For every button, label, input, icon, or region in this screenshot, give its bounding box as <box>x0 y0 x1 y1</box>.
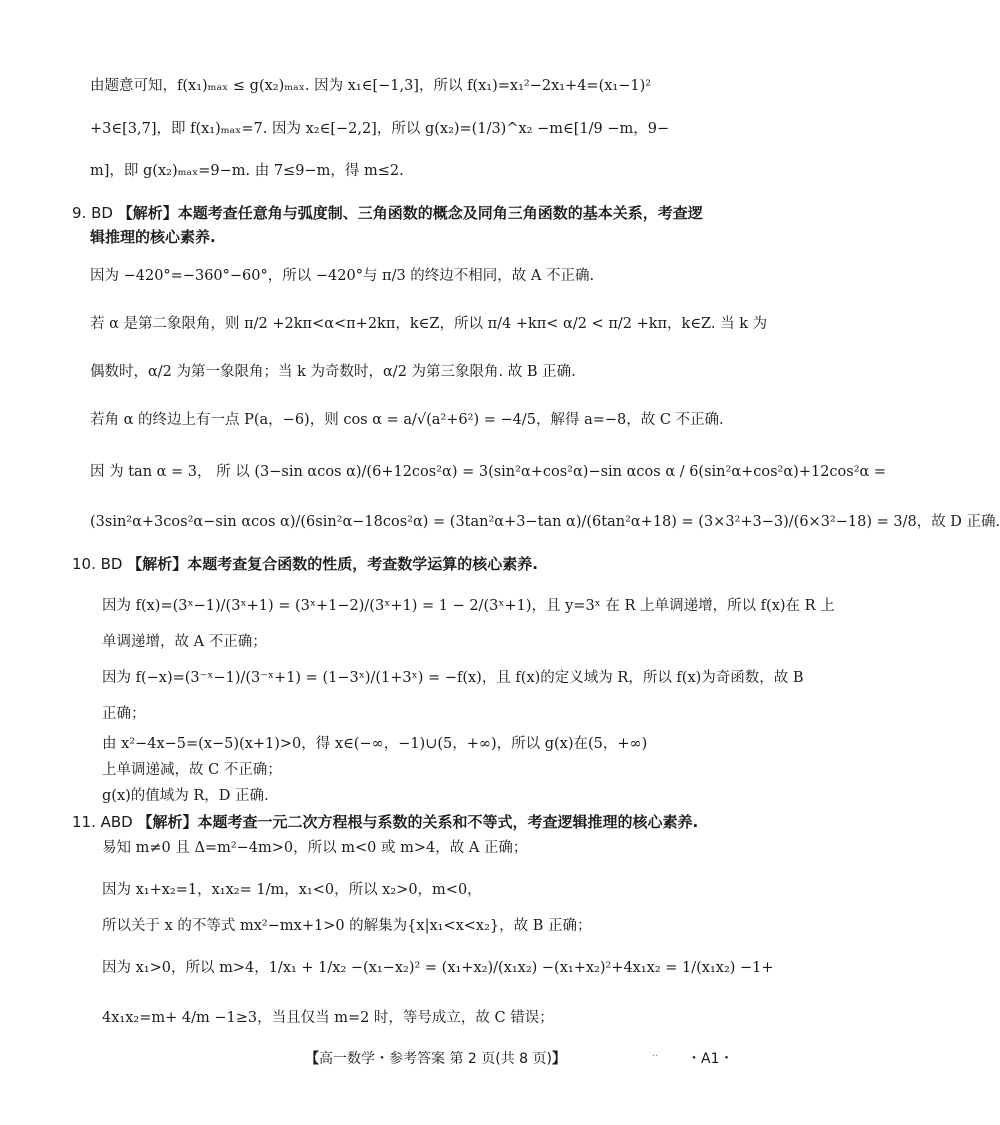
text-line: 若 α 是第二象限角，则 π/2 +2kπ<α<π+2kπ，k∈Z，所以 π/4 +kπ< α/2 < π/2 +kπ，k∈Z. 当 k 为 <box>90 316 768 332</box>
question-summary: 本题考查复合函数的性质，考查数学运算的核心素养. <box>187 555 538 573</box>
text-line: 单调递增，故 A 不正确； <box>102 634 267 650</box>
text-line: 若角 α 的终边上有一点 P(a，−6)，则 cos α = a/√(a²+6²) = −4/5，解得 a=−8，故 C 不正确. <box>90 412 724 428</box>
question-number: 9. BD <box>72 204 113 222</box>
text-line: 因 为 tan α = 3， 所 以 (3−sin αcos α)/(6+12cos²α) = 3(sin²α+cos²α)−sin αcos α / 6(sin²α+cos²α)+12cos²α = <box>90 464 887 480</box>
footer-bracket-open: 【 <box>305 1051 319 1067</box>
question-summary-cont: 辑推理的核心素养. <box>90 228 216 246</box>
text-line: 因为 f(x)=(3ˣ−1)/(3ˣ+1) = (3ˣ+1−2)/(3ˣ+1) = 1 − 2/(3ˣ+1)，且 y=3ˣ 在 R 上单调递增，所以 f(x)在 R 上 <box>102 598 835 614</box>
analysis-tag: 【解析】 <box>117 204 178 222</box>
question-10-heading <box>72 553 742 575</box>
text-line: 因为 x₁>0，所以 m>4，1/x₁ + 1/x₂ −(x₁−x₂)² = (x₁+x₂)/(x₁x₂) −(x₁+x₂)²+4x₁x₂ = 1/(x₁x₂) −1+ <box>102 960 774 976</box>
text-line: 所以关于 x 的不等式 mx²−mx+1>0 的解集为{x|x₁<x<x₂}，故 B 正确； <box>102 918 592 934</box>
text-line: 因为 f(−x)=(3⁻ˣ−1)/(3⁻ˣ+1) = (1−3ˣ)/(1+3ˣ) = −f(x)，且 f(x)的定义域为 R，所以 f(x)为奇函数，故 B <box>102 670 804 686</box>
text-line: 4x₁x₂=m+ 4/m −1≥3，当且仅当 m=2 时，等号成立，故 C 错误； <box>102 1010 554 1026</box>
footer-title <box>305 1048 566 1068</box>
text-line: 易知 m≠0 且 Δ=m²−4m>0，所以 m<0 或 m>4，故 A 正确； <box>102 840 528 856</box>
text-line: 因为 x₁+x₂=1，x₁x₂= 1/m，x₁<0，所以 x₂>0，m<0， <box>102 882 482 898</box>
question-11-heading <box>72 811 742 833</box>
text-line: m]，即 g(x₂)ₘₐₓ=9−m. 由 7≤9−m，得 m≤2. <box>90 163 404 179</box>
text-line: (3sin²α+3cos²α−sin αcos α)/(6sin²α−18cos²α) = (3tan²α+3−tan α)/(6tan²α+18) = (3×3²+3−3)/(6×3²−18) = 3/8，故 D 正确. <box>90 514 1000 530</box>
question-summary: 本题考查任意角与弧度制、三角函数的概念及同角三角函数的基本关系，考查逻 <box>177 204 703 222</box>
question-9-heading <box>72 202 742 224</box>
footer-page-number: 第 2 页(共 8 页) <box>445 1051 552 1067</box>
text-line: 由 x²−4x−5=(x−5)(x+1)>0，得 x∈(−∞，−1)∪(5，+∞)，所以 g(x)在(5，+∞) <box>102 736 648 752</box>
analysis-tag: 【解析】 <box>127 555 188 573</box>
question-number: 10. BD <box>72 555 123 573</box>
footer-dots: .. <box>652 1048 659 1059</box>
text-line: 上单调递减，故 C 不正确； <box>102 762 282 778</box>
footer-subject: 高一数学・参考答案 <box>319 1051 445 1067</box>
footer-bracket-close: 】 <box>552 1051 566 1067</box>
question-summary: 本题考查一元二次方程根与系数的关系和不等式，考查逻辑推理的核心素养. <box>197 813 699 831</box>
page-footer <box>0 1048 800 1072</box>
text-line: +3∈[3,7]，即 f(x₁)ₘₐₓ=7. 因为 x₂∈[−2,2]，所以 g(x₂)=(1/3)^x₂ −m∈[1/9 −m，9− <box>90 121 670 137</box>
footer-code: ・A1・ <box>687 1051 734 1067</box>
text-line: 正确； <box>102 706 146 722</box>
text-line: 偶数时，α/2 为第一象限角；当 k 为奇数时，α/2 为第三象限角. 故 B 正确. <box>90 364 576 380</box>
text-line: g(x)的值域为 R，D 正确. <box>102 788 269 804</box>
text-line: 由题意可知，f(x₁)ₘₐₓ ≤ g(x₂)ₘₐₓ. 因为 x₁∈[−1,3]，所以 f(x₁)=x₁²−2x₁+4=(x₁−1)² <box>90 78 652 94</box>
analysis-tag: 【解析】 <box>137 813 198 831</box>
text-line: 因为 −420°=−360°−60°，所以 −420°与 π/3 的终边不相同，故 A 不正确. <box>90 268 595 284</box>
question-number: 11. ABD <box>72 813 133 831</box>
